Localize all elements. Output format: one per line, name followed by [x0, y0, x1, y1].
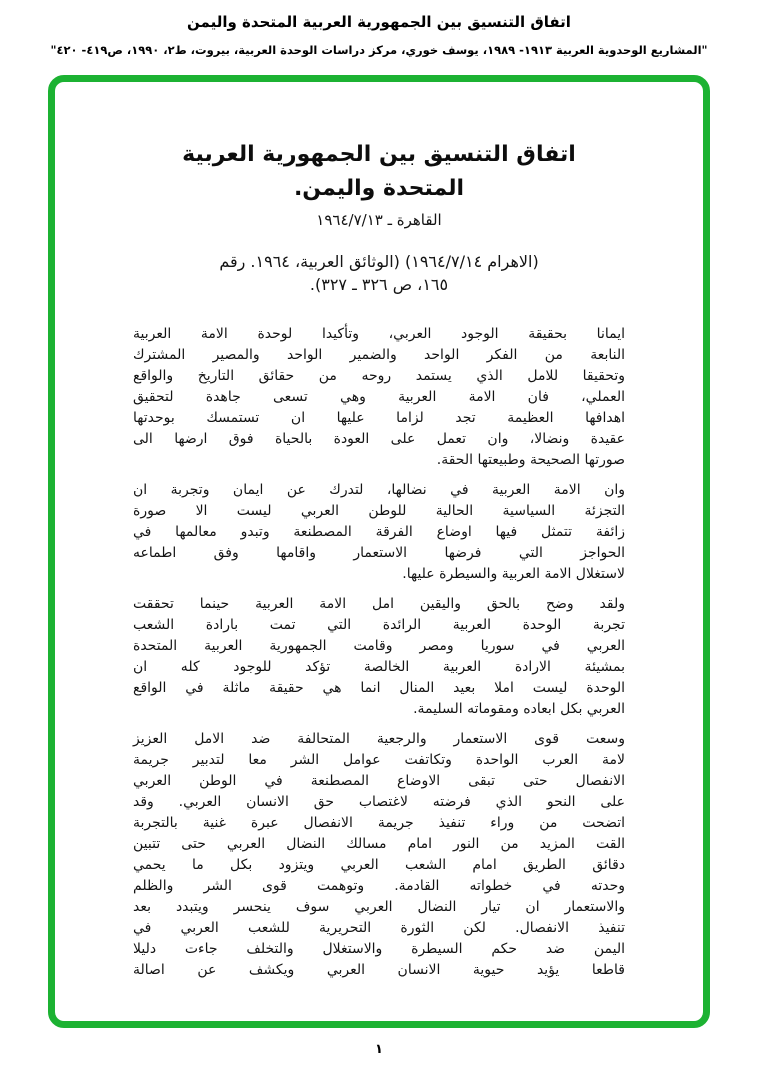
paragraph-3 [133, 594, 625, 720]
document-body [133, 324, 625, 981]
citation-line-2: ١٦٥، ص ٣٢٦ ـ ٣٢٧). [309, 275, 449, 294]
document-green-frame [48, 75, 710, 1028]
text-line: اتضحت من وراء تنفيذ جريمة الانفصال عبرة غنية بالتجربة [133, 815, 625, 831]
text-line: النابعة من الفكر الواحد والضمير الواحد والمصير المشترك [133, 347, 625, 363]
document-title-line-1: اتفاق التنسيق بين الجمهورية العربية [182, 142, 576, 167]
text-line: دقائق الطريق امام الشعب العربي ويتزود بكل ما يحمي [133, 857, 625, 873]
document-title-line-2: المتحدة واليمن. [293, 176, 465, 201]
text-line: لاستغلال الامة العربية والسيطرة عليها. [402, 566, 625, 582]
text-line: لامة العرب الواحدة وتكاتفت عوامل الشر معا لتدبير جريمة [133, 752, 625, 768]
paragraph-1 [133, 324, 625, 471]
text-line: وان الامة العربية في نضالها، لتدرك عن ايمان وتجربة ان [133, 482, 625, 498]
text-line: العربي بكل ابعاده ومقوماته السليمة. [413, 701, 625, 717]
text-line: الانفصال حتى تبقى الاوضاع المصطنعة في الوطن العربي [133, 773, 625, 789]
paragraph-2 [133, 480, 625, 585]
document-scan-content [55, 82, 703, 981]
text-line: ولقد وضح بالحق واليقين امل الامة العربية حينما تحققت [133, 596, 625, 612]
text-line: تنفيذ الانفصال. لكن الثورة التحريرية للشعب العربي في [133, 920, 625, 936]
page-header-source-citation: "المشاريع الوحدوية العربية ١٩١٣- ١٩٨٩، يوسف خوري، مركز دراسات الوحدة العربية، بيروت، ط٢، ١٩٩٠، ص٤١٩- ٤٢٠" [50, 43, 708, 57]
document-title [133, 138, 625, 206]
text-line: زائفة تتمثل فيها اوضاع الفرقة المصطنعة وتبدو معالمها في [133, 524, 625, 540]
page-number: ١ [375, 1042, 383, 1057]
text-line: صورتها الصحيحة وطبيعتها الحقة. [436, 452, 625, 468]
text-line: الوحدة ليست املا بعيد المنال انما هي حقيقة ماثلة في الواقع [133, 680, 625, 696]
document-dateline: القاهرة ـ ١٩٦٤/٧/١٣ [316, 211, 442, 229]
text-line: التجزئة السياسية الحالية للوطن العربي ليست الا صورة [133, 503, 625, 519]
text-line: اهدافها العظيمة تجد لزاما عليها ان تستمسك بوحدتها [133, 410, 625, 426]
text-line: والاستعمار ان تيار النضال العربي سوف ينحسر ويتبدد بعد [133, 899, 625, 915]
text-line: ايمانا بحقيقة الوجود العربي، وتأكيدا لوحدة الامة العربية [133, 326, 625, 342]
text-line: اليمن ضد حكم السيطرة والاستغلال والتخلف جاءت دليلا [133, 941, 625, 957]
text-line: قاطعا يؤيد حيوية الانسان العربي ويكشف عن اصالة [133, 962, 625, 978]
text-line: عقيدة ونضالا، وان تعمل على العودة بالحياة فوق ارضها الى [133, 431, 625, 447]
text-line: على النحو الذي فرضته لاغتصاب حق الانسان العربي. وقد [133, 794, 625, 810]
text-line: القت المزيد من النور امام مسالك النضال العربي حتى تتبين [133, 836, 625, 852]
document-source-citation [133, 250, 625, 296]
paragraph-4 [133, 729, 625, 981]
text-line: الحواجز التي فرضها الاستعمار واقامها وفق اطماعه [133, 545, 625, 561]
text-line: العملي، فان الامة العربية وهي تسعى جاهدة لتحقيق [133, 389, 625, 405]
text-line: وسعت قوى الاستعمار والرجعية المتحالفة ضد الامل العزيز [133, 731, 625, 747]
text-line: وتحقيقا للامل الذي يستمد روحه من حقائق التاريخ والواقع [133, 368, 625, 384]
text-line: وحدته في خطواته القادمة. وتوهمت قوى الشر والظلم [133, 878, 625, 894]
text-line: العربي في سوريا ومصر وقامت الجمهورية العربية المتحدة [133, 638, 625, 654]
citation-line-1: (الاهرام ١٩٦٤/٧/١٤) (الوثائق العربية، ١٩٦٤. رقم [219, 252, 539, 271]
text-line: تجربة الوحدة العربية الرائدة التي تمت بارادة الشعب [133, 617, 625, 633]
text-line: بمشيئة الارادة العربية الخالصة تؤكد للوجود كله ان [133, 659, 625, 675]
page-header-title: اتفاق التنسيق بين الجمهورية العربية المتحدة واليمن [187, 13, 571, 31]
